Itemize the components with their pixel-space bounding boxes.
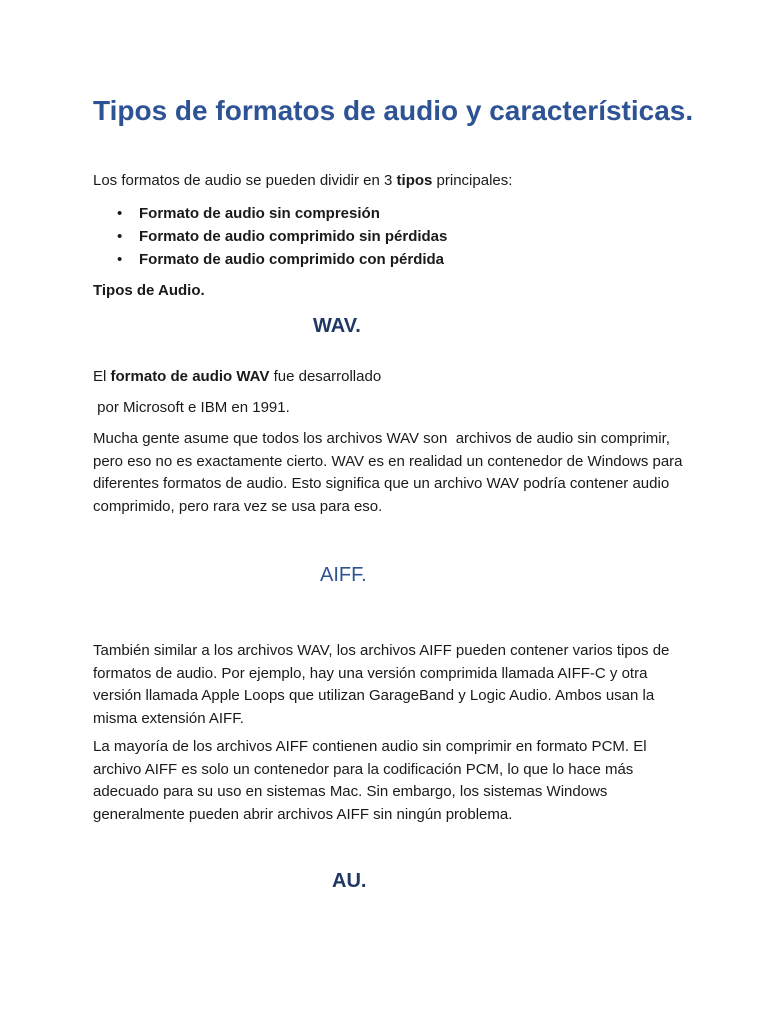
list-item-text: Formato de audio comprimido con pérdida [139, 251, 445, 268]
wav-p1-after: fue desarrollado [269, 368, 382, 385]
format-types-list [93, 202, 693, 271]
wav-p1-bold: formato de audio WAV [110, 368, 270, 385]
document-title: Tipos de formatos de audio y características. [93, 95, 694, 126]
au-heading: AU. [332, 870, 367, 892]
aiff-paragraph-1: También similar a los archivos WAV, los archivos AIFF pueden contener varios tipos de formatos de audio. Por ejemplo, hay una versión comprimida llamada AIFF-C y otra versión llamada Apple Loops que utilizan GarageBand y Logic Audio. Ambos usan la misma extensión AIFF. [93, 642, 670, 727]
list-item-text: Formato de audio comprimido sin pérdidas [139, 228, 448, 245]
intro-paragraph [93, 170, 693, 193]
wav-p1-before: El [93, 368, 111, 385]
aiff-heading: AIFF. [320, 564, 367, 586]
intro-text-after: principales: [432, 172, 513, 189]
list-item [93, 248, 693, 271]
bullet-icon: • [117, 251, 123, 268]
list-item [93, 202, 693, 225]
bullet-icon: • [117, 205, 123, 222]
aiff-paragraph-2: La mayoría de los archivos AIFF contienen audio sin comprimir en formato PCM. El archivo AIFF es solo un contenedor para la codificación PCM, lo que lo hace más adecuado para su uso en sistemas Mac. Sin embargo, los sistemas Windows generalmente pueden abrir archivos AIFF sin ningún problema. [93, 738, 647, 823]
audio-types-subtitle: Tipos de Audio. [93, 282, 205, 299]
wav-heading: WAV. [313, 315, 361, 337]
intro-text-before: Los formatos de audio se pueden dividir en 3 [93, 172, 397, 189]
wav-paragraph-3: Mucha gente asume que todos los archivos WAV son archivos de audio sin comprimir, pero eso no es exactamente cierto. WAV es en realidad un contenedor de Windows para diferentes formatos de audio. Esto significa que un archivo WAV podría contener audio comprimido, pero rara vez se usa para eso. [93, 430, 687, 515]
wav-paragraph-2: por Microsoft e IBM en 1991. [93, 399, 290, 416]
intro-text-bold: tipos [396, 172, 433, 189]
wav-paragraph-1 [93, 366, 693, 389]
list-item [93, 225, 693, 248]
list-item-text: Formato de audio sin compresión [139, 205, 380, 222]
bullet-icon: • [117, 228, 123, 245]
